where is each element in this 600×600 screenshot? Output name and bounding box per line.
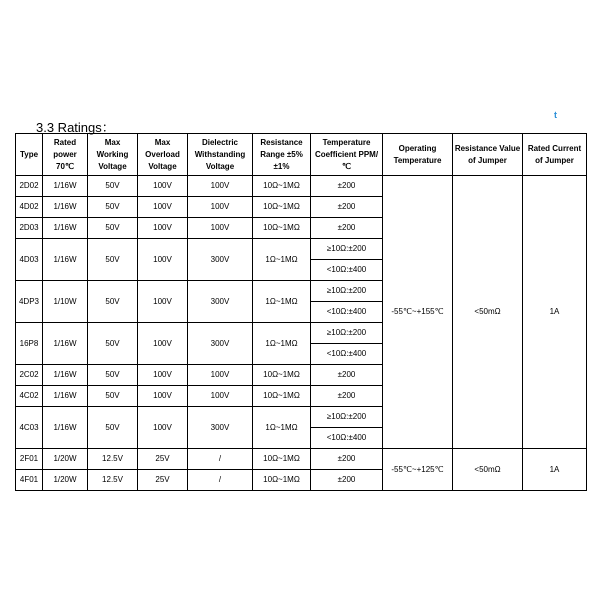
cell-rated-power: 1/16W [43,239,88,281]
cell-temperature-coefficient [311,176,383,197]
tc-value: ±200 [337,223,356,232]
table-row [16,449,587,470]
cell-dielectric-voltage: 100V [188,197,253,218]
header-jumper-resistance: Resistance Value of Jumper [453,134,523,176]
cell-rated-power: 1/16W [43,323,88,365]
cell-dielectric-voltage: 100V [188,365,253,386]
cell-temperature-coefficient [311,281,383,323]
cell-type: 4D03 [16,239,43,281]
cell-operating-temperature: -55℃~+155℃ [383,176,453,449]
cell-overload-voltage: 100V [138,176,188,197]
cell-temperature-coefficient [311,470,383,491]
header-rated-power: Rated power 70℃ [43,134,88,176]
tc-value: ±200 [337,475,356,484]
tc-value: <10Ω:±400 [311,259,382,280]
tc-value: ≥10Ω:±200 [326,412,367,421]
cell-resistance-range: 10Ω~1MΩ [253,365,311,386]
cell-temperature-coefficient [311,239,383,281]
cell-jumper-resistance: <50mΩ [453,176,523,449]
header-type: Type [16,134,43,176]
cell-type: 2C02 [16,365,43,386]
cell-dielectric-voltage: / [188,470,253,491]
cell-rated-power: 1/16W [43,176,88,197]
cell-overload-voltage: 100V [138,323,188,365]
cell-dielectric-voltage: 300V [188,323,253,365]
cell-temperature-coefficient [311,218,383,239]
table-row [16,176,587,197]
header-row [16,134,587,176]
cell-overload-voltage: 25V [138,470,188,491]
cell-type: 2F01 [16,449,43,470]
cell-overload-voltage: 25V [138,449,188,470]
tc-value: <10Ω:±400 [311,343,382,364]
cell-working-voltage: 50V [88,407,138,449]
cell-resistance-range: 1Ω~1MΩ [253,323,311,365]
cell-dielectric-voltage: 300V [188,281,253,323]
cell-temperature-coefficient [311,323,383,365]
cell-type: 4C03 [16,407,43,449]
cell-resistance-range: 10Ω~1MΩ [253,386,311,407]
header-operating-temperature: Operating Temperature [383,134,453,176]
cell-dielectric-voltage: 300V [188,239,253,281]
cell-resistance-range: 10Ω~1MΩ [253,218,311,239]
cell-working-voltage: 50V [88,365,138,386]
cell-dielectric-voltage: 300V [188,407,253,449]
cell-jumper-current: 1A [523,176,587,449]
cell-type: 4F01 [16,470,43,491]
cell-working-voltage: 50V [88,386,138,407]
cell-working-voltage: 50V [88,218,138,239]
cell-working-voltage: 50V [88,239,138,281]
cell-type: 4C02 [16,386,43,407]
cell-resistance-range: 10Ω~1MΩ [253,197,311,218]
tc-value: ±200 [337,181,356,190]
cell-rated-power: 1/10W [43,281,88,323]
cell-working-voltage: 50V [88,176,138,197]
cell-temperature-coefficient [311,386,383,407]
section-title: 3.3 Ratings： [36,120,115,135]
cell-resistance-range: 10Ω~1MΩ [253,449,311,470]
cell-overload-voltage: 100V [138,197,188,218]
cell-overload-voltage: 100V [138,386,188,407]
tc-value: <10Ω:±400 [311,427,382,448]
cell-type: 4D02 [16,197,43,218]
ratings-table [15,133,587,491]
tc-value: ≥10Ω:±200 [326,286,367,295]
tc-value: ±200 [337,370,356,379]
cell-temperature-coefficient [311,197,383,218]
cell-working-voltage: 12.5V [88,449,138,470]
cell-resistance-range: 1Ω~1MΩ [253,407,311,449]
cell-dielectric-voltage: 100V [188,176,253,197]
cell-operating-temperature: -55℃~+125℃ [383,449,453,491]
cell-type: 2D02 [16,176,43,197]
tc-value: ±200 [337,391,356,400]
cell-overload-voltage: 100V [138,218,188,239]
cell-type: 2D03 [16,218,43,239]
header-max-working-voltage: Max Working Voltage [88,134,138,176]
cell-rated-power: 1/16W [43,365,88,386]
tc-value: <10Ω:±400 [311,301,382,322]
cell-jumper-current: 1A [523,449,587,491]
cell-working-voltage: 12.5V [88,470,138,491]
cell-overload-voltage: 100V [138,407,188,449]
header-max-overload-voltage: Max Overload Voltage [138,134,188,176]
tc-value: ±200 [337,202,356,211]
cell-working-voltage: 50V [88,323,138,365]
cell-resistance-range: 10Ω~1MΩ [253,470,311,491]
cell-temperature-coefficient [311,365,383,386]
cell-jumper-resistance: <50mΩ [453,449,523,491]
cell-rated-power: 1/16W [43,218,88,239]
cell-dielectric-voltage: / [188,449,253,470]
cell-temperature-coefficient [311,449,383,470]
cell-rated-power: 1/16W [43,197,88,218]
header-temperature-coefficient: Temperature Coefficient PPM/℃ [311,134,383,176]
tc-value: ±200 [337,454,356,463]
cell-temperature-coefficient [311,407,383,449]
cell-overload-voltage: 100V [138,365,188,386]
header-dielectric-voltage: Dielectric Withstanding Voltage [188,134,253,176]
cell-resistance-range: 1Ω~1MΩ [253,239,311,281]
cell-rated-power: 1/20W [43,470,88,491]
cell-type: 4DP3 [16,281,43,323]
cell-working-voltage: 50V [88,197,138,218]
cell-type: 16P8 [16,323,43,365]
tc-value: ≥10Ω:±200 [326,244,367,253]
cell-overload-voltage: 100V [138,239,188,281]
corner-mark: t [554,110,557,120]
header-jumper-current: Rated Current of Jumper [523,134,587,176]
cell-resistance-range: 10Ω~1MΩ [253,176,311,197]
cell-dielectric-voltage: 100V [188,386,253,407]
tc-value: ≥10Ω:±200 [326,328,367,337]
cell-rated-power: 1/16W [43,386,88,407]
cell-dielectric-voltage: 100V [188,218,253,239]
cell-working-voltage: 50V [88,281,138,323]
cell-rated-power: 1/20W [43,449,88,470]
cell-resistance-range: 1Ω~1MΩ [253,281,311,323]
cell-rated-power: 1/16W [43,407,88,449]
cell-overload-voltage: 100V [138,281,188,323]
header-resistance-range: Resistance Range ±5%±1% [253,134,311,176]
